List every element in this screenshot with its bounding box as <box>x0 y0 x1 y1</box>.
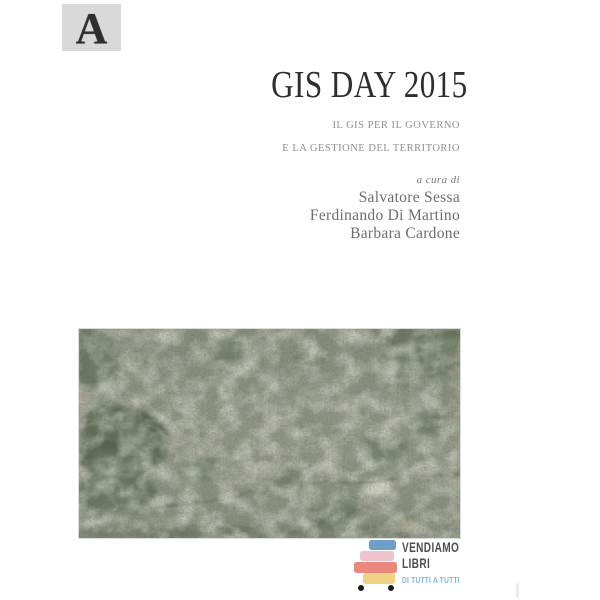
book-coral <box>354 562 397 573</box>
editor-name: Barbara Cardone <box>350 225 460 242</box>
subtitle-line-1: IL GIS PER IL GOVERNO <box>332 120 460 131</box>
bookstore-logo <box>353 538 481 591</box>
book-blue <box>369 540 396 550</box>
store-name-line-2: LIBRI <box>402 555 431 571</box>
store-name-line-1: VENDIAMO <box>402 539 460 555</box>
scan-crease-artifact <box>516 583 519 598</box>
bookstore-logo-text <box>402 538 481 591</box>
subtitle-line-2: E LA GESTIONE DEL TERRITORIO <box>282 143 460 154</box>
edited-by-label: a cura di <box>416 174 460 186</box>
book-cart-icon <box>353 538 399 591</box>
book-subtitle <box>282 114 460 160</box>
editors-block <box>310 174 460 243</box>
book-title: GIS DAY 2015 <box>271 64 468 106</box>
aerial-satellite-photo <box>79 329 460 538</box>
cart-wheel-right <box>388 585 394 591</box>
book-pink <box>360 551 394 561</box>
cart-wheel-left <box>358 585 364 591</box>
publisher-letter-a-icon: A <box>75 4 108 53</box>
editor-name: Salvatore Sessa <box>358 189 460 206</box>
editor-name: Ferdinando Di Martino <box>309 207 460 224</box>
store-tagline: DI TUTTI A TUTTI <box>402 575 460 585</box>
book-yellow <box>363 573 395 584</box>
publisher-logo <box>62 4 121 51</box>
